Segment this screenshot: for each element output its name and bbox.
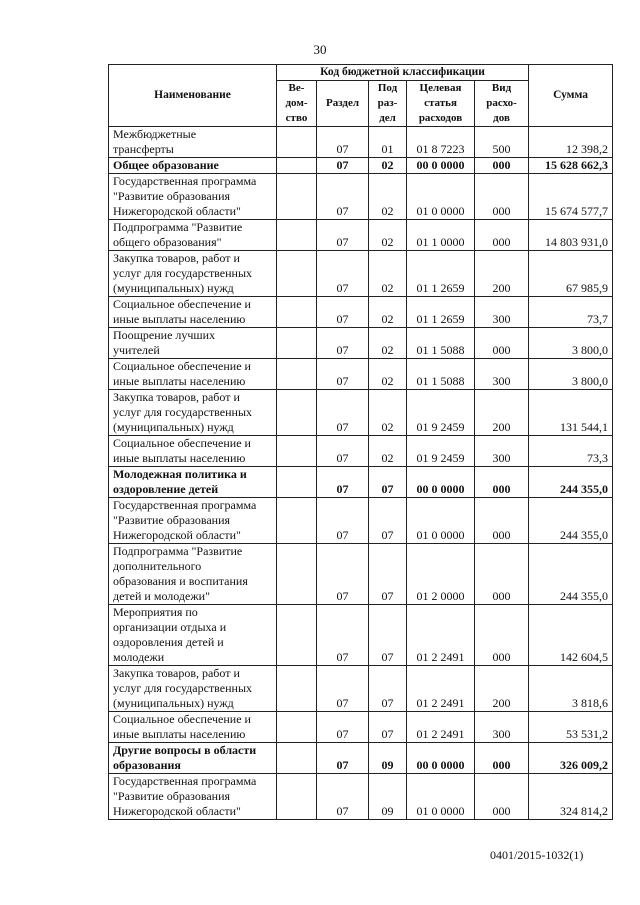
row-name: Закупка товаров, работ и услуг для государственных (муниципальных) нужд bbox=[109, 251, 277, 297]
page-number: 30 bbox=[313, 42, 327, 57]
row-name: Подпрограмма "Развитие дополнительного образования и воспитания детей и молодежи" bbox=[109, 544, 277, 605]
row-sum: 67 985,9 bbox=[529, 251, 613, 297]
row-sum: 3 818,6 bbox=[529, 666, 613, 712]
row-target-article: 01 0 0000 bbox=[407, 774, 475, 820]
row-sum: 244 355,0 bbox=[529, 544, 613, 605]
row-target-article: 01 9 2459 bbox=[407, 436, 475, 467]
row-expense-type: 000 bbox=[475, 605, 529, 666]
table-row bbox=[109, 774, 613, 820]
table-row bbox=[109, 743, 613, 774]
row-vedomstvo bbox=[277, 666, 317, 712]
row-razdel: 07 bbox=[317, 774, 369, 820]
row-name: Молодежная политика и оздоровление детей bbox=[109, 467, 277, 498]
row-razdel: 07 bbox=[317, 127, 369, 158]
row-razdel: 07 bbox=[317, 174, 369, 220]
row-sum: 12 398,2 bbox=[529, 127, 613, 158]
row-vedomstvo bbox=[277, 605, 317, 666]
row-vedomstvo bbox=[277, 743, 317, 774]
table-row bbox=[109, 328, 613, 359]
row-razdel: 07 bbox=[317, 158, 369, 174]
row-target-article: 01 1 2659 bbox=[407, 251, 475, 297]
row-target-article: 01 8 7223 bbox=[407, 127, 475, 158]
row-expense-type: 000 bbox=[475, 220, 529, 251]
row-expense-type: 200 bbox=[475, 251, 529, 297]
row-razdel: 07 bbox=[317, 436, 369, 467]
table-row bbox=[109, 712, 613, 743]
row-podrazdel: 02 bbox=[369, 436, 407, 467]
row-sum: 324 814,2 bbox=[529, 774, 613, 820]
row-name: Закупка товаров, работ и услуг для государственных (муниципальных) нужд bbox=[109, 666, 277, 712]
table-row bbox=[109, 174, 613, 220]
row-podrazdel: 09 bbox=[369, 774, 407, 820]
header-expense-type: Вид расхо- дов bbox=[475, 81, 529, 127]
row-target-article: 01 1 2659 bbox=[407, 297, 475, 328]
header-name: Наименование bbox=[109, 65, 277, 127]
header-podrazdel: Под раз- дел bbox=[369, 81, 407, 127]
row-sum: 15 674 577,7 bbox=[529, 174, 613, 220]
row-razdel: 07 bbox=[317, 328, 369, 359]
row-sum: 244 355,0 bbox=[529, 467, 613, 498]
row-expense-type: 000 bbox=[475, 174, 529, 220]
table-row bbox=[109, 605, 613, 666]
row-name: Закупка товаров, работ и услуг для государственных (муниципальных) нужд bbox=[109, 390, 277, 436]
row-sum: 73,3 bbox=[529, 436, 613, 467]
row-sum: 53 531,2 bbox=[529, 712, 613, 743]
row-target-article: 01 0 0000 bbox=[407, 498, 475, 544]
table-row bbox=[109, 359, 613, 390]
row-name: Поощрение лучших учителей bbox=[109, 328, 277, 359]
row-sum: 14 803 931,0 bbox=[529, 220, 613, 251]
row-target-article: 00 0 0000 bbox=[407, 467, 475, 498]
row-podrazdel: 09 bbox=[369, 743, 407, 774]
row-expense-type: 000 bbox=[475, 498, 529, 544]
table-row bbox=[109, 251, 613, 297]
row-razdel: 07 bbox=[317, 297, 369, 328]
row-vedomstvo bbox=[277, 774, 317, 820]
row-razdel: 07 bbox=[317, 605, 369, 666]
row-name: Государственная программа "Развитие образования Нижегородской области" bbox=[109, 174, 277, 220]
row-expense-type: 000 bbox=[475, 743, 529, 774]
row-podrazdel: 02 bbox=[369, 158, 407, 174]
table-row bbox=[109, 436, 613, 467]
row-name: Социальное обеспечение и иные выплаты населению bbox=[109, 297, 277, 328]
row-sum: 326 009,2 bbox=[529, 743, 613, 774]
row-sum: 131 544,1 bbox=[529, 390, 613, 436]
row-vedomstvo bbox=[277, 467, 317, 498]
row-razdel: 07 bbox=[317, 251, 369, 297]
table-row bbox=[109, 544, 613, 605]
row-podrazdel: 07 bbox=[369, 666, 407, 712]
row-expense-type: 300 bbox=[475, 436, 529, 467]
table-row bbox=[109, 158, 613, 174]
row-podrazdel: 07 bbox=[369, 498, 407, 544]
row-razdel: 07 bbox=[317, 467, 369, 498]
row-vedomstvo bbox=[277, 544, 317, 605]
row-sum: 3 800,0 bbox=[529, 359, 613, 390]
header-target-article: Целевая статья расходов bbox=[407, 81, 475, 127]
row-target-article: 01 2 2491 bbox=[407, 666, 475, 712]
row-vedomstvo bbox=[277, 251, 317, 297]
row-expense-type: 000 bbox=[475, 774, 529, 820]
row-vedomstvo bbox=[277, 359, 317, 390]
row-podrazdel: 02 bbox=[369, 297, 407, 328]
budget-table bbox=[108, 64, 613, 820]
row-sum: 142 604,5 bbox=[529, 605, 613, 666]
table-row bbox=[109, 666, 613, 712]
row-target-article: 01 2 2491 bbox=[407, 605, 475, 666]
row-name: Мероприятия по организации отдыха и оздоровления детей и молодежи bbox=[109, 605, 277, 666]
row-podrazdel: 02 bbox=[369, 251, 407, 297]
row-podrazdel: 01 bbox=[369, 127, 407, 158]
row-vedomstvo bbox=[277, 220, 317, 251]
row-expense-type: 000 bbox=[475, 467, 529, 498]
row-expense-type: 300 bbox=[475, 297, 529, 328]
row-vedomstvo bbox=[277, 174, 317, 220]
row-name: Государственная программа "Развитие образования Нижегородской области" bbox=[109, 498, 277, 544]
row-podrazdel: 02 bbox=[369, 220, 407, 251]
row-podrazdel: 02 bbox=[369, 328, 407, 359]
row-name: Подпрограмма "Развитие общего образования" bbox=[109, 220, 277, 251]
table-body bbox=[109, 127, 613, 820]
row-podrazdel: 02 bbox=[369, 390, 407, 436]
table-row bbox=[109, 498, 613, 544]
row-vedomstvo bbox=[277, 328, 317, 359]
row-vedomstvo bbox=[277, 390, 317, 436]
row-name: Социальное обеспечение и иные выплаты населению bbox=[109, 436, 277, 467]
row-target-article: 01 1 5088 bbox=[407, 328, 475, 359]
row-expense-type: 200 bbox=[475, 390, 529, 436]
row-vedomstvo bbox=[277, 158, 317, 174]
row-podrazdel: 07 bbox=[369, 544, 407, 605]
table-row bbox=[109, 390, 613, 436]
row-vedomstvo bbox=[277, 127, 317, 158]
row-name: Межбюджетные трансферты bbox=[109, 127, 277, 158]
row-target-article: 01 2 2491 bbox=[407, 712, 475, 743]
row-sum: 15 628 662,3 bbox=[529, 158, 613, 174]
row-razdel: 07 bbox=[317, 498, 369, 544]
row-expense-type: 000 bbox=[475, 328, 529, 359]
row-razdel: 07 bbox=[317, 712, 369, 743]
row-podrazdel: 02 bbox=[369, 174, 407, 220]
row-razdel: 07 bbox=[317, 220, 369, 251]
header-code-group: Код бюджетной классификации bbox=[277, 65, 529, 81]
row-expense-type: 200 bbox=[475, 666, 529, 712]
header-sum: Сумма bbox=[529, 65, 613, 127]
row-podrazdel: 07 bbox=[369, 605, 407, 666]
header-vedomstvo: Ве- дом- ство bbox=[277, 81, 317, 127]
row-vedomstvo bbox=[277, 712, 317, 743]
header-razdel: Раздел bbox=[317, 81, 369, 127]
row-target-article: 01 9 2459 bbox=[407, 390, 475, 436]
row-sum: 3 800,0 bbox=[529, 328, 613, 359]
row-name: Государственная программа "Развитие образования Нижегородской области" bbox=[109, 774, 277, 820]
row-target-article: 00 0 0000 bbox=[407, 158, 475, 174]
row-name: Общее образование bbox=[109, 158, 277, 174]
row-target-article: 00 0 0000 bbox=[407, 743, 475, 774]
row-expense-type: 300 bbox=[475, 712, 529, 743]
row-expense-type: 500 bbox=[475, 127, 529, 158]
row-podrazdel: 07 bbox=[369, 467, 407, 498]
row-razdel: 07 bbox=[317, 359, 369, 390]
row-vedomstvo bbox=[277, 498, 317, 544]
row-sum: 244 355,0 bbox=[529, 498, 613, 544]
document-code: 0401/2015-1032(1) bbox=[490, 848, 584, 862]
row-razdel: 07 bbox=[317, 666, 369, 712]
table-row bbox=[109, 297, 613, 328]
row-razdel: 07 bbox=[317, 390, 369, 436]
row-razdel: 07 bbox=[317, 544, 369, 605]
row-name: Другие вопросы в области образования bbox=[109, 743, 277, 774]
row-razdel: 07 bbox=[317, 743, 369, 774]
row-podrazdel: 02 bbox=[369, 359, 407, 390]
row-sum: 73,7 bbox=[529, 297, 613, 328]
row-name: Социальное обеспечение и иные выплаты населению bbox=[109, 359, 277, 390]
row-vedomstvo bbox=[277, 297, 317, 328]
row-target-article: 01 1 5088 bbox=[407, 359, 475, 390]
row-podrazdel: 07 bbox=[369, 712, 407, 743]
row-target-article: 01 0 0000 bbox=[407, 174, 475, 220]
row-expense-type: 000 bbox=[475, 544, 529, 605]
table-row bbox=[109, 220, 613, 251]
row-expense-type: 000 bbox=[475, 158, 529, 174]
row-expense-type: 300 bbox=[475, 359, 529, 390]
table-row bbox=[109, 467, 613, 498]
row-target-article: 01 2 0000 bbox=[407, 544, 475, 605]
table-row bbox=[109, 127, 613, 158]
row-vedomstvo bbox=[277, 436, 317, 467]
row-name: Социальное обеспечение и иные выплаты населению bbox=[109, 712, 277, 743]
row-target-article: 01 1 0000 bbox=[407, 220, 475, 251]
